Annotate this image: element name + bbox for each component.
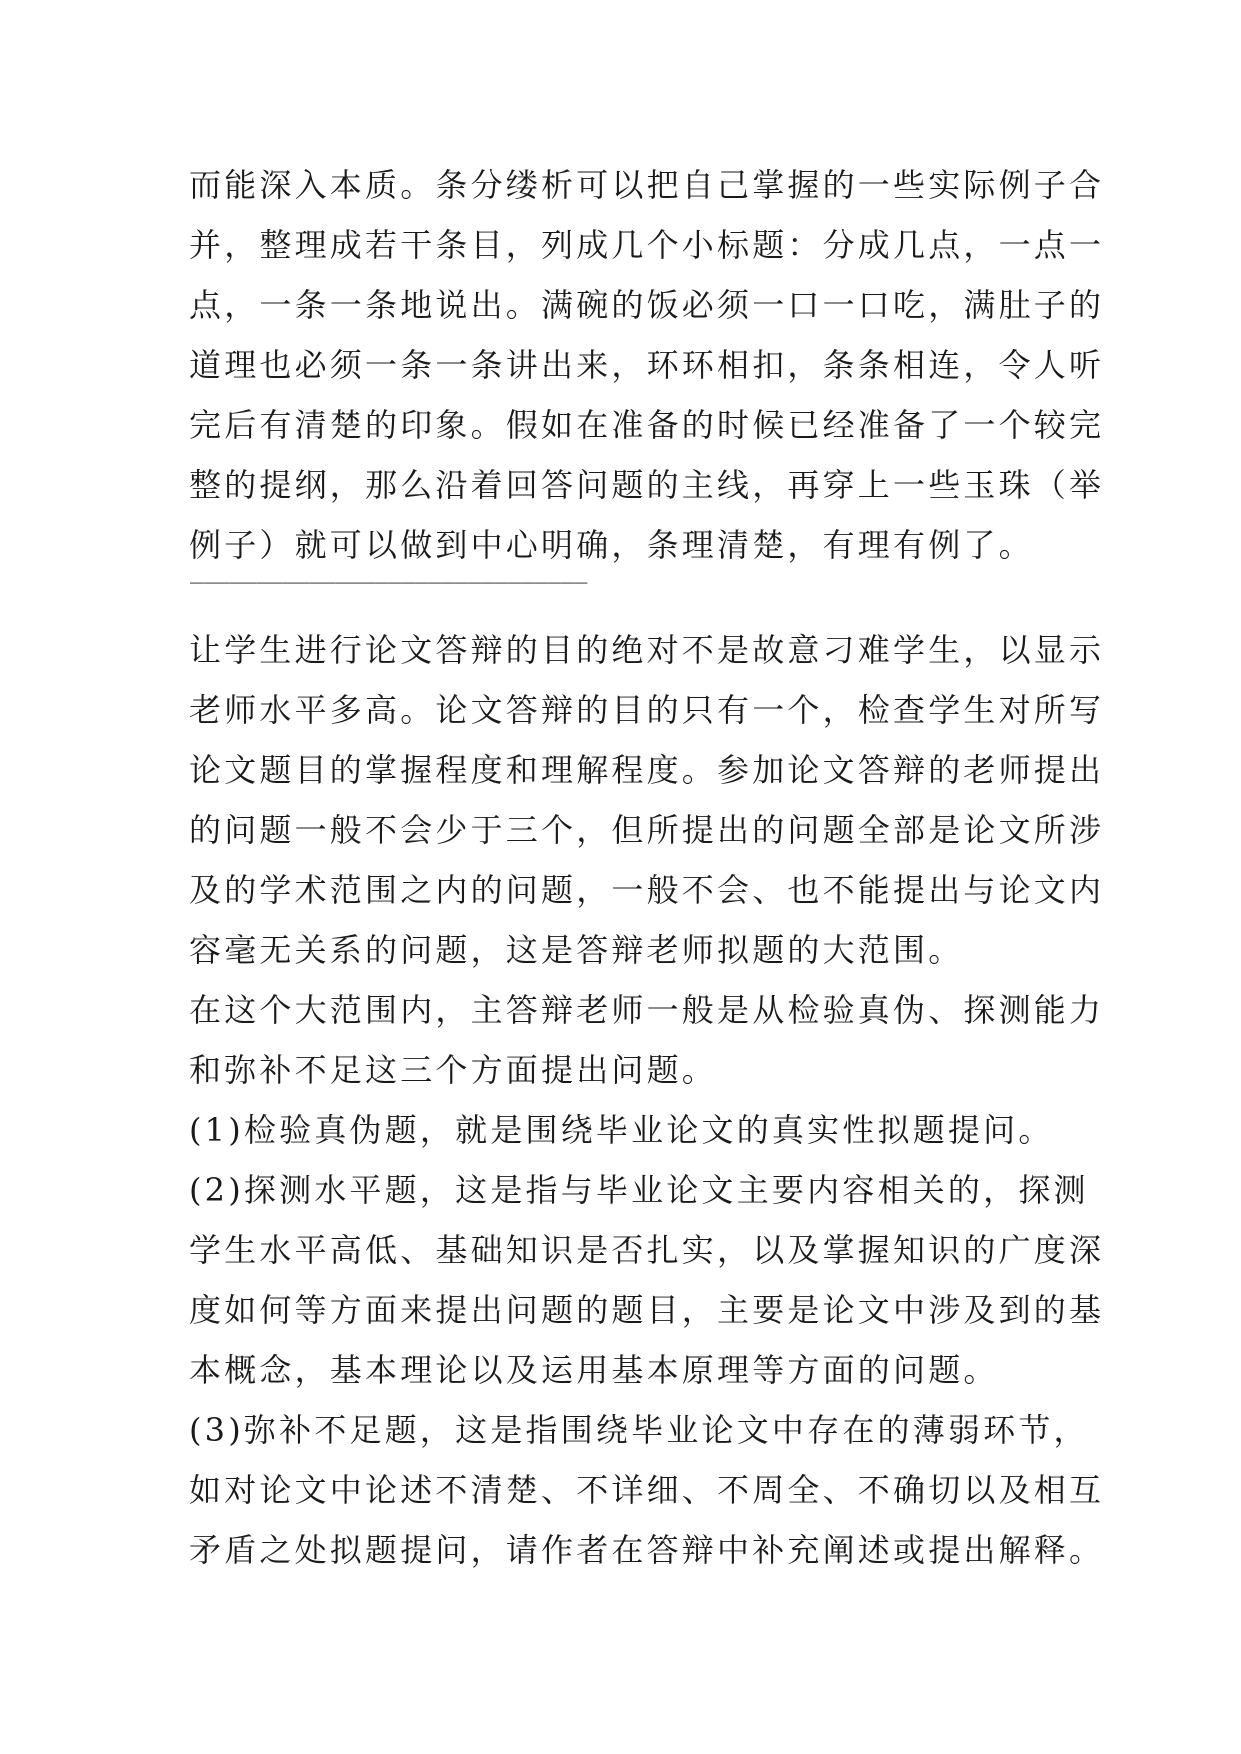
paragraph-block-1 bbox=[189, 155, 1105, 575]
text-line: 整的提纲，那么沿着回答问题的主线，再穿上一些玉珠（举 bbox=[189, 466, 1105, 504]
text-line: 点，一条一条地说出。满碗的饭必须一口一口吃，满肚子的 bbox=[189, 286, 1105, 324]
text-line: 并，整理成若干条目，列成几个小标题：分成几点，一点一 bbox=[189, 226, 1105, 264]
text-line: 学生水平高低、基础知识是否扎实，以及掌握知识的广度深 bbox=[189, 1231, 1105, 1269]
text-line: (3)弥补不足题，这是指围绕毕业论文中存在的薄弱环节， bbox=[189, 1411, 1089, 1449]
text-line: 本概念，基本理论以及运用基本原理等方面的问题。 bbox=[189, 1351, 999, 1389]
text-line: 矛盾之处拟题提问，请作者在答辩中补充阐述或提出解释。 bbox=[189, 1531, 1105, 1569]
text-line: 的问题一般不会少于三个，但所提出的问题全部是论文所涉 bbox=[189, 811, 1105, 849]
text-line: 老师水平多高。论文答辩的目的只有一个，检查学生对所写 bbox=[189, 691, 1105, 729]
text-line: 例子）就可以做到中心明确，条理清楚，有理有例了。 bbox=[189, 526, 1034, 564]
text-line: 完后有清楚的印象。假如在准备的时候已经准备了一个较完 bbox=[189, 406, 1105, 444]
text-line: 在这个大范围内，主答辩老师一般是从检验真伪、探测能力 bbox=[189, 991, 1105, 1029]
text-line: 道理也必须一条一条讲出来，环环相扣，条条相连，令人听 bbox=[189, 346, 1105, 384]
text-line: 及的学术范围之内的问题，一般不会、也不能提出与论文内 bbox=[189, 871, 1105, 909]
text-line: 让学生进行论文答辩的目的绝对不是故意刁难学生，以显示 bbox=[189, 631, 1105, 669]
text-line: 论文题目的掌握程度和理解程度。参加论文答辩的老师提出 bbox=[189, 751, 1105, 789]
text-line: 度如何等方面来提出问题的题目，主要是论文中涉及到的基 bbox=[189, 1291, 1105, 1329]
text-line: 如对论文中论述不清楚、不详细、不周全、不确切以及相互 bbox=[189, 1471, 1105, 1509]
text-line: 而能深入本质。条分缕析可以把自己掌握的一些实际例子合 bbox=[189, 166, 1105, 204]
text-line: (1)检验真伪题，就是围绕毕业论文的真实性拟题提问。 bbox=[189, 1111, 1054, 1149]
text-line: 和弥补不足这三个方面提出问题。 bbox=[189, 1051, 718, 1089]
text-line: 容毫无关系的问题，这是答辩老师拟题的大范围。 bbox=[189, 931, 964, 969]
text-line: (2)探测水平题，这是指与毕业论文主要内容相关的，探测 bbox=[189, 1171, 1089, 1209]
separator-line: ______________________________ bbox=[190, 559, 588, 584]
paragraph-block-2 bbox=[189, 620, 1105, 1580]
